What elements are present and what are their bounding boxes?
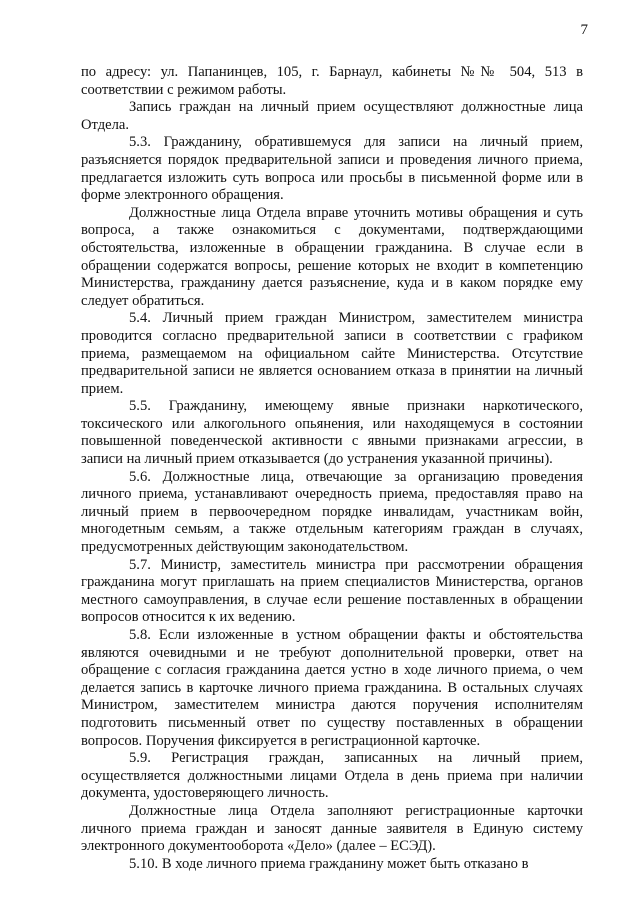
paragraph: 5.10. В ходе личного приема гражданину может быть отказано в [129, 855, 529, 872]
paragraph: 5.3. Гражданину, обратившемуся для записи на личный прием, разъясняется порядок предварительной записи и проведения личного приема, предлагается изложить суть вопроса или просьбы в письменной форме или в форме электронного обращения. [81, 134, 583, 204]
paragraph: 5.6. Должностные лица, отвечающие за организацию проведения личного приема, устанавливают очередность приема, предоставляя право на личный прием в первоочередном порядке инвалидам, участникам войн, многодетным семьям, а также отдельным категориям граждан в случаях, предусмотренных действующим законодательством. [81, 468, 583, 556]
paragraph: Запись граждан на личный прием осуществляют должностные лица Отдела. [81, 99, 583, 133]
paragraph: 5.9. Регистрация граждан, записанных на личный прием, осуществляется должностными лицами Отдела в день приема при наличии документа, удостоверяющего личность. [81, 750, 583, 802]
paragraph: по адресу: ул. Папанинцев, 105, г. Барнаул, кабинеты №№ 504, 513 в соответствии с режимом работы. [81, 64, 583, 98]
paragraph: Должностные лица Отдела заполняют регистрационные карточки личного приема граждан и заносят данные заявителя в Единую систему электронного документооборота «Дело» (далее – ЕСЭД). [81, 802, 583, 855]
paragraph: 5.4. Личный прием граждан Министром, заместителем министра проводится согласно предварительной записи в соответствии с графиком приема, размещаемом на официальном сайте Министерства. Отсутствие предварительной записи не является основанием отказа в принятии на личный прием. [81, 310, 583, 397]
paragraph: 5.5. Гражданину, имеющему явные признаки наркотического, токсического или алкогольного опьянения, или находящемуся в состоянии повышенной поведенческой активности с явными признаками агрессии, в записи на личный прием отказывается (до устранения указанной причины). [81, 398, 583, 468]
paragraph: Должностные лица Отдела вправе уточнить мотивы обращения и суть вопроса, а также ознакомиться с документами, подтверждающими обстоятельства, изложенные в обращении гражданина. В случае если в обращении содержатся вопросы, решение которых не входит в компетенцию Министерства, гражданину дается разъяснение, куда и в каком порядке ему следует обратиться. [81, 204, 583, 309]
paragraph: 5.8. Если изложенные в устном обращении факты и обстоятельства являются очевидными и не требуют дополнительной проверки, ответ на обращение с согласия гражданина дается устно в ходе личного приема, о чем делается запись в карточке личного приема гражданина. В остальных случаях Министром, заместителем министра даются поручения исполнителям подготовить письменный ответ по существу поставленных в обращении вопросов. Поручения фиксируется в регистрационной карточке. [81, 627, 583, 749]
paragraph: 5.7. Министр, заместитель министра при рассмотрении обращения гражданина могут приглашать на прием специалистов Министерства, органов местного самоуправления, в случае если решение поставленных в обращении вопросов относится к их ведению. [81, 556, 583, 626]
document-body [81, 64, 583, 873]
page-number: 7 [580, 22, 588, 38]
